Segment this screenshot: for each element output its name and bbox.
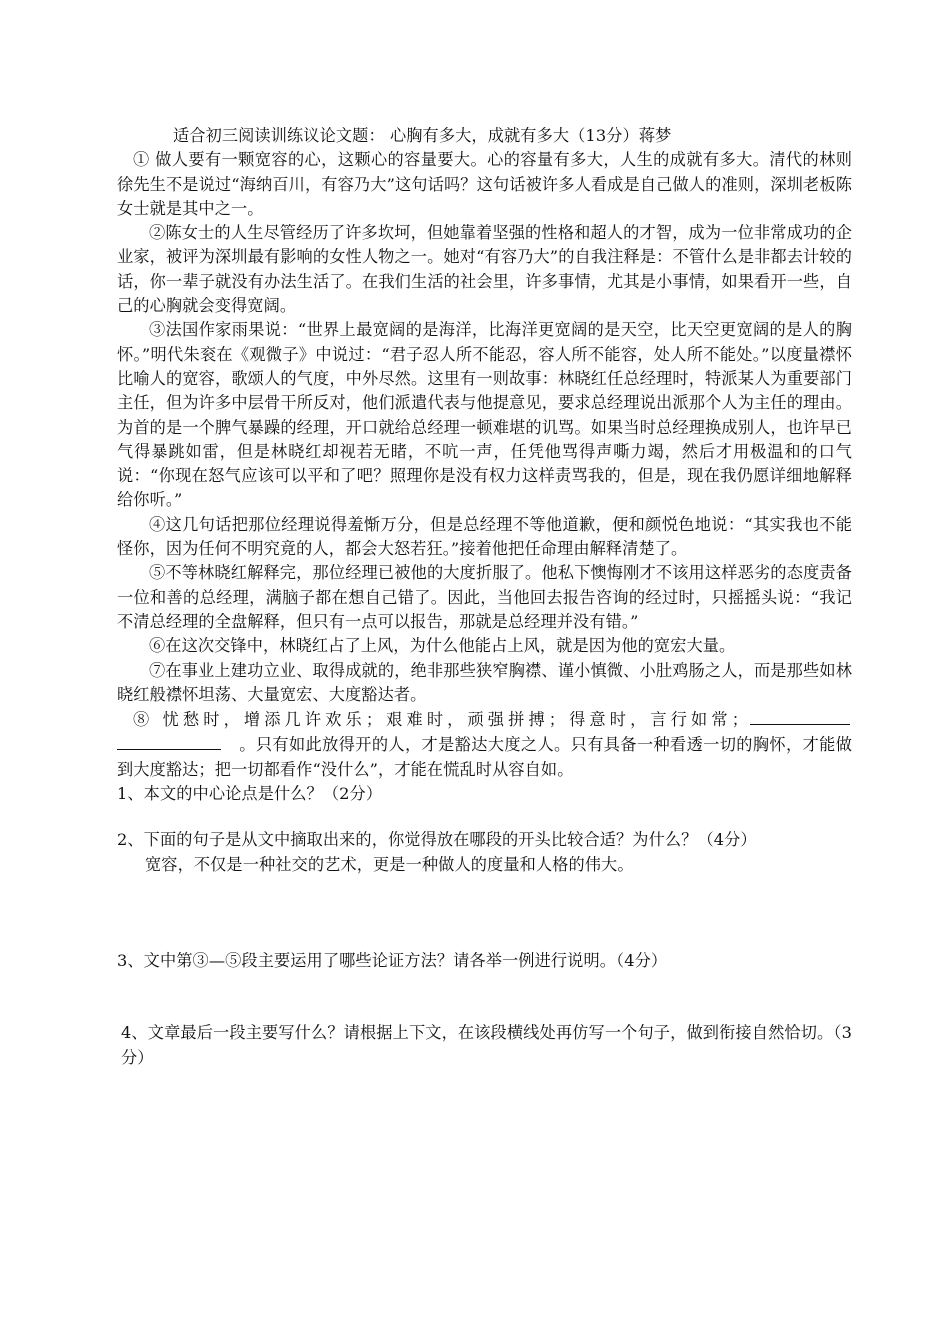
question-3: 3、文中第③—⑤段主要运用了哪些论证方法？请各举一例进行说明。（4分） [117,950,668,970]
passage [117,124,852,1070]
paragraph-2: ②陈女士的人生尽管经历了许多坎坷，但她靠着坚强的性格和超人的才智，成为一位非常成功的企业家，被评为深圳最有影响的女性人物之一。她对“有容乃大”的自我注释是：不管什么是非都去计较的话，你一辈子就没有办法生活了。在我们生活的社会里，许多事情，尤其是小事情，如果看开一些，自己的心胸就会变得宽阔。 [117,223,852,316]
fill-in-blank-1[interactable] [750,707,850,725]
question-2: 2、下面的句子是从文中摘取出来的，你觉得放在哪段的开头比较合适？为什么？（4分） [117,830,757,850]
paragraph-8 [117,707,852,782]
page-title: 适合初三阅读训练议论文题： 心胸有多大，成就有多大（13分）蒋梦 [173,126,672,145]
paragraph-5: ⑤不等林晓红解释完，那位经理已被他的大度折服了。他私下懊悔刚才不该用这样恶劣的态度责备一位和善的总经理，满脑子都在想自己错了。因此，当他回去报告咨询的经过时，只摇摇头说：“我记不清总经理的全盘解释，但只有一点可以报告，那就是总经理并没有错。” [117,563,852,631]
question-2-quote: 宽容，不仅是一种社交的艺术，更是一种做人的度量和人格的伟大。 [145,854,634,874]
paragraph-3: ③法国作家雨果说：“世界上最宽阔的是海洋，比海洋更宽阔的是天空，比天空更宽阔的是人的胸怀。”明代朱衮在《观微子》中说过：“君子忍人所不能忍，容人所不能容，处人所不能处。”以度量襟怀比喻人的宽容，歌颂人的气度，中外尽然。这里有一则故事：林晓红任总经理时，特派某人为重要部门主任，但为许多中层骨干所反对，他们派遣代表与他提意见，要求总经理说出派那个人为主任的理由。为首的是一个脾气暴躁的经理，开口就给总经理一顿难堪的讥骂。如果当时总经理换成别人，也许早已气得暴跳如雷，但是林晓红却视若无睹，不吭一声，任凭他骂得声嘶力竭，然后才用极温和的口气说：“你现在怒气应该可以平和了吧？照理你是没有权力这样责骂我的，但是，现在我仍愿详细地解释给你听。” [117,320,852,510]
paragraph-6: ⑥在这次交锋中，林晓红占了上风，为什么他能占上风，就是因为他的宽宏大量。 [149,636,736,656]
paragraph-7: ⑦在事业上建功立业、取得成就的，绝非那些狭窄胸襟、谨小慎微、小肚鸡肠之人，而是那些如林晓红般襟怀坦荡、大量宽宏、大度豁达者。 [117,660,852,704]
paragraph-8-lead: ⑧ 忧愁时，增添几许欢乐；艰难时，顽强拼搏；得意时，言行如常； [133,710,748,730]
paragraph-8-tail: 。只有如此放得开的人，才是豁达大度之人。只有具备一种看透一切的胸怀，才能做到大度豁达；把一切都看作“没什么”，才能在慌乱时从容自如。 [117,735,852,779]
fill-in-blank-2[interactable] [117,732,221,750]
question-1: 1、本文的中心论点是什么？（2分） [117,784,383,804]
paragraph-1: ① 做人要有一颗宽容的心，这颗心的容量要大。心的容量有多大，人生的成就有多大。清代的林则徐先生不是说过“海纳百川，有容乃大”这句话吗？这句话被许多人看成是自己做人的准则，深圳老板陈女士就是其中之一。 [117,150,852,218]
question-4: 4、文章最后一段主要写什么？请根据上下文，在该段横线处再仿写一个句子，做到衔接自然恰切。（3分） [121,1023,852,1067]
paragraph-4: ④这几句话把那位经理说得羞惭万分，但是总经理不等他道歉，便和颜悦色地说：“其实我也不能怪你，因为任何不明究竟的人，都会大怒若狂。”接着他把任命理由解释清楚了。 [117,514,852,559]
